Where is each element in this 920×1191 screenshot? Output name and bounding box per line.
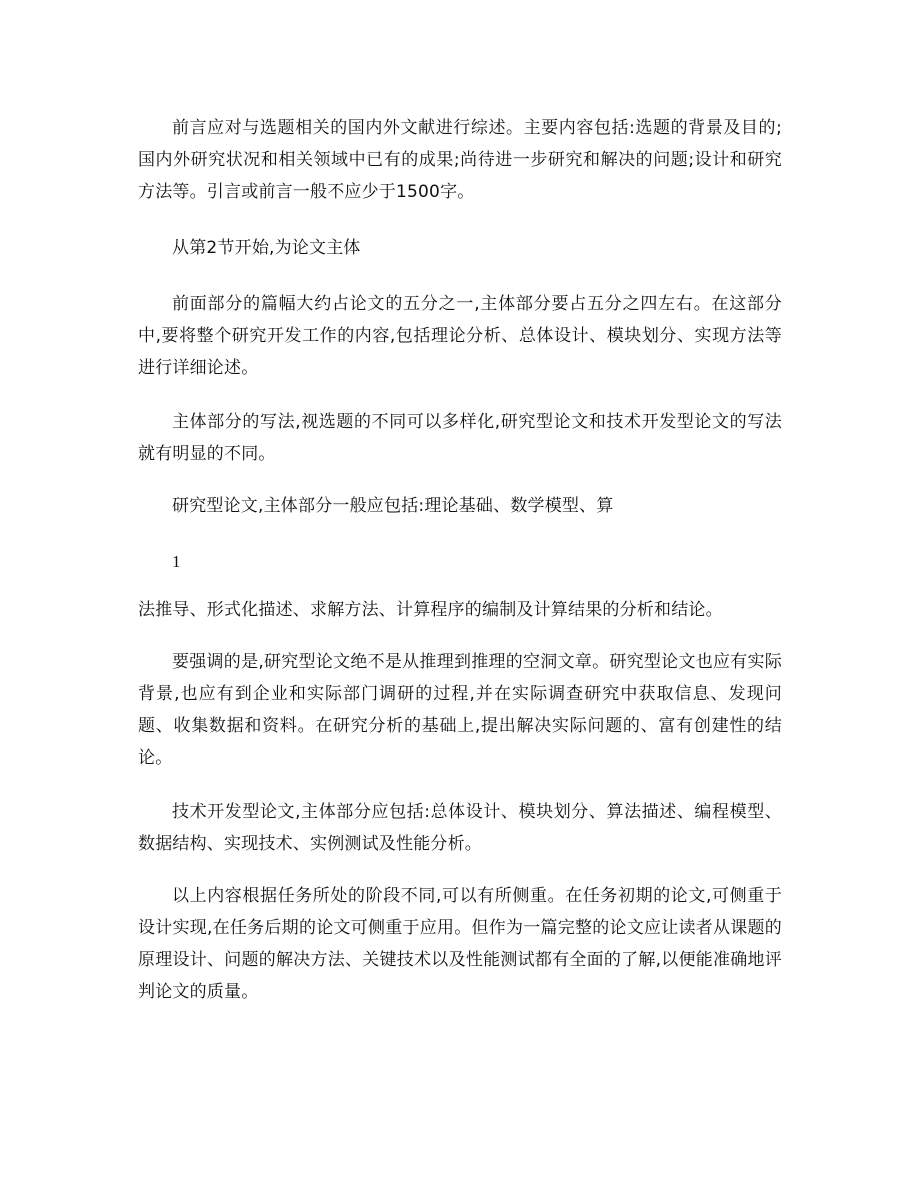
paragraph-preface: 前言应对与选题相关的国内外文献进行综述。主要内容包括:选题的背景及目的;国内外研究状况和相关领域中已有的成果;尚待进一步研究和解决的问题;设计和研究方法等。引言或前言一般不应少于1500字。 xyxy=(138,118,782,202)
paragraph-main-body: 前面部分的篇幅大约占论文的五分之一,主体部分要占五分之四左右。在这部分中,要将整个研究开发工作的内容,包括理论分析、总体设计、模块划分、实现方法等进行详细论述。 xyxy=(138,294,782,378)
paragraph-writing-style: 主体部分的写法,视选题的不同可以多样化,研究型论文和技术开发型论文的写法就有明显的不同。 xyxy=(138,412,782,464)
paragraph-technical-type: 技术开发型论文,主体部分应包括:总体设计、模块划分、算法描述、编程模型、数据结构、实现技术、实例测试及性能分析。 xyxy=(138,802,782,854)
page-number: 1 xyxy=(172,552,181,571)
paragraph-research-type-continued: 法推导、形式化描述、求解方法、计算程序的编制及计算结果的分析和结论。 xyxy=(138,600,723,620)
paragraph-emphasis: 要强调的是,研究型论文绝不是从推理到推理的空洞文章。研究型论文也应有实际背景,也应有到企业和实际部门调研的过程,并在实际调查研究中获取信息、发现问题、收集数据和资料。在研究分析的基础上,提出解决实际问题的、富有创建性的结论。 xyxy=(138,652,782,768)
paragraph-research-type-start: 研究型论文,主体部分一般应包括:理论基础、数学模型、算 xyxy=(172,496,614,516)
paragraph-section-start: 从第2节开始,为论文主体 xyxy=(172,238,361,258)
paragraph-conclusion: 以上内容根据任务所处的阶段不同,可以有所侧重。在任务初期的论文,可侧重于设计实现,在任务后期的论文可侧重于应用。但作为一篇完整的论文应让读者从课题的原理设计、问题的解决方法、关键技术以及性能测试都有全面的了解,以便能准确地评判论文的质量。 xyxy=(138,886,782,1002)
